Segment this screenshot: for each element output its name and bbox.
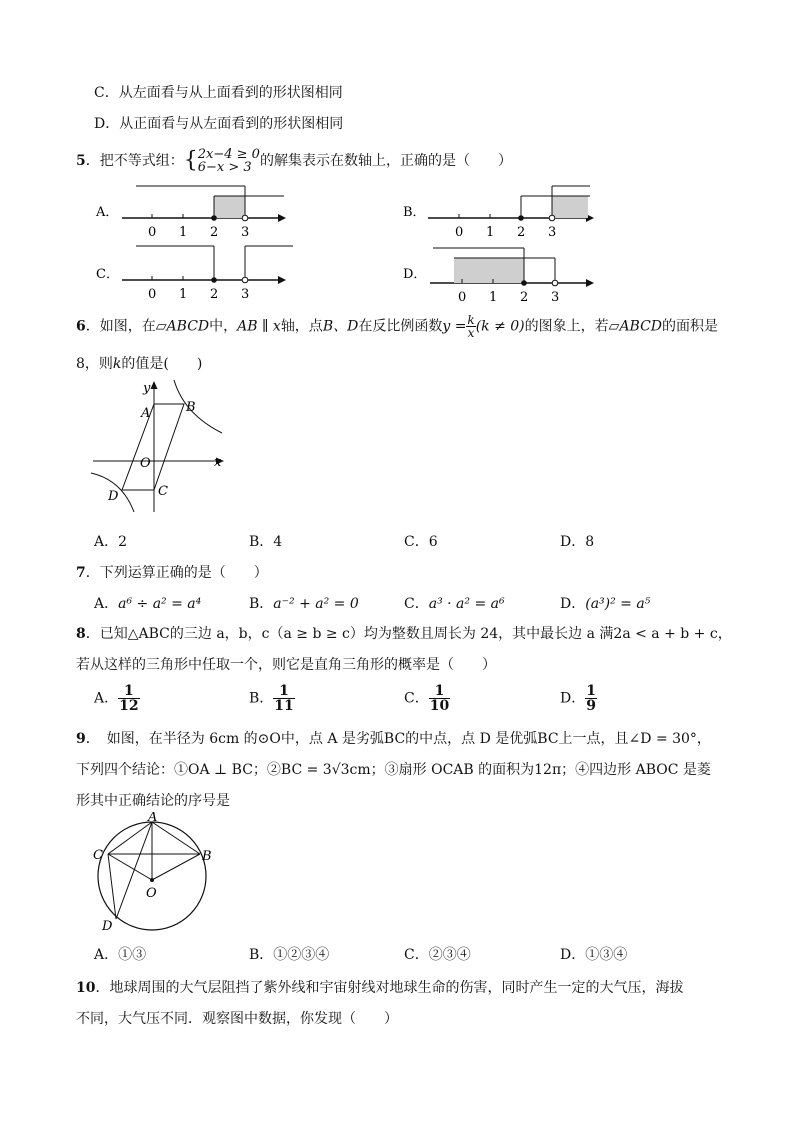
label-y: y (143, 381, 151, 396)
brace: { (183, 148, 198, 173)
option-a-label: A． (96, 205, 119, 220)
arrow-icon (278, 214, 286, 222)
option-c-label: C． (96, 267, 119, 282)
option-label: C． (404, 596, 429, 612)
math-k: k (112, 356, 122, 372)
tick-label: 3 (548, 225, 557, 240)
open-point (242, 277, 248, 283)
math-condition: (k ≠ 0) (475, 318, 525, 335)
segment-ad (116, 822, 152, 919)
numerator: 1 (118, 684, 139, 699)
q7-option-d[interactable] (560, 593, 650, 613)
denominator: x (467, 326, 475, 340)
q9-option-d[interactable]: D．①③④ (560, 947, 628, 963)
tick-label: 2 (210, 225, 219, 240)
closed-point (518, 215, 524, 221)
segment-co (108, 854, 152, 880)
q9-option-a[interactable]: A．①③ (94, 947, 147, 963)
option-d-label: D． (403, 267, 427, 282)
tick-label: 1 (486, 225, 495, 240)
tick-label: 2 (517, 225, 526, 240)
closed-point (211, 215, 217, 221)
question-9 (76, 728, 711, 748)
q6-option-b[interactable]: B．4 (249, 534, 283, 550)
question-text: 8，则 (76, 356, 113, 372)
question-text: 中， (209, 318, 238, 335)
closed-point (211, 277, 217, 283)
segment-ab (152, 822, 200, 854)
option-label: D． (560, 690, 586, 707)
inequality-system (198, 148, 260, 174)
question-text: ．已知△ABC的三边 a，b，c（a ≥ b ≥ c）均为整数且周长为 24，其中最长边 a 满2a < a + b + c， (85, 626, 732, 642)
label-b: B (202, 849, 212, 864)
question-number: 9 (76, 731, 86, 747)
question-text: ． 如图，在半径为 6cm 的⊙O中，点 A 是劣弧BC的中点，点 D 是优弧BC上一点，且∠D = 30°， (85, 731, 711, 747)
q8-option-d[interactable] (560, 684, 597, 713)
arrow-icon (586, 279, 594, 287)
label-c: C (93, 848, 103, 863)
q5-number-lines (90, 180, 610, 310)
open-point (242, 215, 248, 221)
label-b: B (186, 400, 196, 415)
math-bd: B、D (322, 318, 359, 335)
option-label: A． (94, 596, 119, 612)
tick-label: 3 (241, 287, 250, 302)
tick-label: 1 (489, 290, 498, 305)
option-label: C． (404, 690, 429, 707)
q8-option-b[interactable] (249, 684, 295, 713)
question-8-line-2: 若从这样的三角形中任取一个，则它是直角三角形的概率是（ ） (76, 657, 496, 673)
option-fraction (585, 684, 597, 713)
solution-shade (214, 196, 245, 218)
question-10 (76, 977, 683, 997)
q9-option-b[interactable]: B．①②③④ (249, 947, 330, 963)
option-expression: a⁻² + a² = 0 (273, 596, 359, 612)
label-d: D (108, 489, 119, 504)
option-label: B． (249, 596, 274, 612)
question-7 (76, 562, 268, 582)
option-expression: a⁶ ÷ a² = a⁴ (118, 596, 202, 612)
label-a: A (141, 406, 151, 421)
option-c-line: C．从左面看与从上面看到的形状图相同 (94, 85, 343, 101)
solution-shade (454, 258, 524, 283)
question-8 (76, 623, 732, 643)
math-ab-parallel: AB ∥ x (237, 318, 281, 335)
tick-label: 0 (455, 225, 464, 240)
question-text: ．地球周围的大气层阻挡了紫外线和宇宙射线对地球生命的伤害，同时产生一定的大气压，海拔 (95, 980, 684, 996)
label-a: A (148, 812, 158, 825)
label-c: C (158, 484, 168, 499)
inequality-1: 2x−4 ≥ 0 (197, 147, 260, 162)
tick-label: 1 (179, 225, 188, 240)
question-6 (76, 314, 718, 339)
question-text: 的面积是 (662, 318, 719, 335)
numerator: 1 (586, 683, 596, 699)
parallelogram-abcd (122, 404, 184, 490)
tick-label: 2 (520, 290, 529, 305)
question-number: 8 (76, 626, 86, 642)
q7-option-a[interactable] (94, 593, 201, 613)
question-number: 5 (76, 153, 86, 169)
q7-option-c[interactable] (404, 593, 505, 613)
question-6-line-2 (76, 353, 202, 373)
inequality-2: 6−x > 3 (197, 160, 252, 175)
option-label: D． (560, 596, 586, 612)
question-text: 在反比例函数 (358, 318, 443, 335)
question-number: 10 (76, 980, 96, 996)
option-label: B． (249, 690, 274, 707)
q6-figure (88, 376, 233, 516)
numerator: 1 (273, 684, 294, 699)
solution-shade (552, 196, 588, 218)
numerator: 1 (429, 684, 450, 699)
arrow-icon (278, 276, 286, 284)
denominator: 9 (586, 698, 596, 714)
open-point (549, 215, 555, 221)
fraction-k-over-x (466, 314, 475, 339)
option-expression: a³ · a² = a⁶ (428, 596, 505, 612)
q8-option-c[interactable] (404, 684, 450, 713)
q7-option-b[interactable] (249, 593, 359, 613)
option-fraction (273, 684, 294, 713)
question-text: ．如图，在▱ (85, 318, 167, 335)
label-x: x (214, 455, 222, 470)
segment-bo (152, 854, 200, 880)
label-o: O (140, 456, 151, 471)
denominator: 10 (429, 698, 450, 714)
label-d: D (102, 919, 113, 934)
tick-label: 0 (458, 290, 467, 305)
option-label: A． (94, 690, 119, 707)
closed-point (521, 280, 527, 286)
option-fraction (429, 684, 450, 713)
question-text: ．下列运算正确的是（ ） (85, 565, 268, 581)
option-expression: (a³)² = a⁵ (585, 596, 651, 612)
math-abcd: ABCD (619, 318, 663, 335)
option-d-line: D．从正面看与从左面看到的形状图相同 (94, 116, 344, 132)
denominator: 11 (274, 698, 294, 714)
numerator: k (467, 313, 475, 327)
tick-label: 1 (179, 287, 188, 302)
q6-option-c[interactable]: C．6 (404, 534, 438, 550)
tick-label: 0 (148, 287, 157, 302)
question-text: 的值是( ) (121, 356, 203, 372)
tick-label: 3 (551, 290, 560, 305)
question-text: ．把不等式组： (85, 153, 184, 169)
question-number: 6 (76, 318, 86, 335)
q6-option-a[interactable]: A．2 (94, 534, 128, 550)
tick-label: 0 (148, 225, 157, 240)
question-text: 轴，点 (280, 318, 323, 335)
q6-option-d[interactable]: D．8 (560, 534, 595, 550)
question-10-line-2: 不同，大气压不同．观察图中数据，你发现（ ） (76, 1011, 398, 1027)
question-9-line-2: 下列四个结论：①OA ⊥ BC；②BC = 3√3cm；③扇形 OCAB 的面积为12π；④四边形 ABOC 是菱 (76, 762, 711, 778)
question-number: 7 (76, 565, 86, 581)
q9-figure (90, 812, 220, 937)
question-text-tail: 的解集表示在数轴上，正确的是（ ） (259, 153, 512, 169)
center-point (150, 878, 154, 882)
hyperbola-branch-1 (174, 380, 222, 433)
question-text: 的图象上，若▱ (524, 318, 620, 335)
denominator: 12 (119, 698, 139, 714)
question-9-line-3: 形其中正确结论的序号是 (76, 793, 230, 809)
question-5 (76, 148, 512, 174)
tick-label: 2 (210, 287, 219, 302)
q9-option-c[interactable]: C．②③④ (404, 947, 471, 963)
math-abcd: ABCD (166, 318, 210, 335)
arrow-icon (151, 381, 158, 389)
option-b-label: B． (403, 205, 426, 220)
math-y: y = (442, 318, 467, 335)
tick-label: 3 (241, 225, 250, 240)
q8-option-a[interactable] (94, 684, 140, 713)
option-fraction (118, 684, 139, 713)
open-point (552, 280, 558, 286)
label-o: O (146, 886, 157, 901)
